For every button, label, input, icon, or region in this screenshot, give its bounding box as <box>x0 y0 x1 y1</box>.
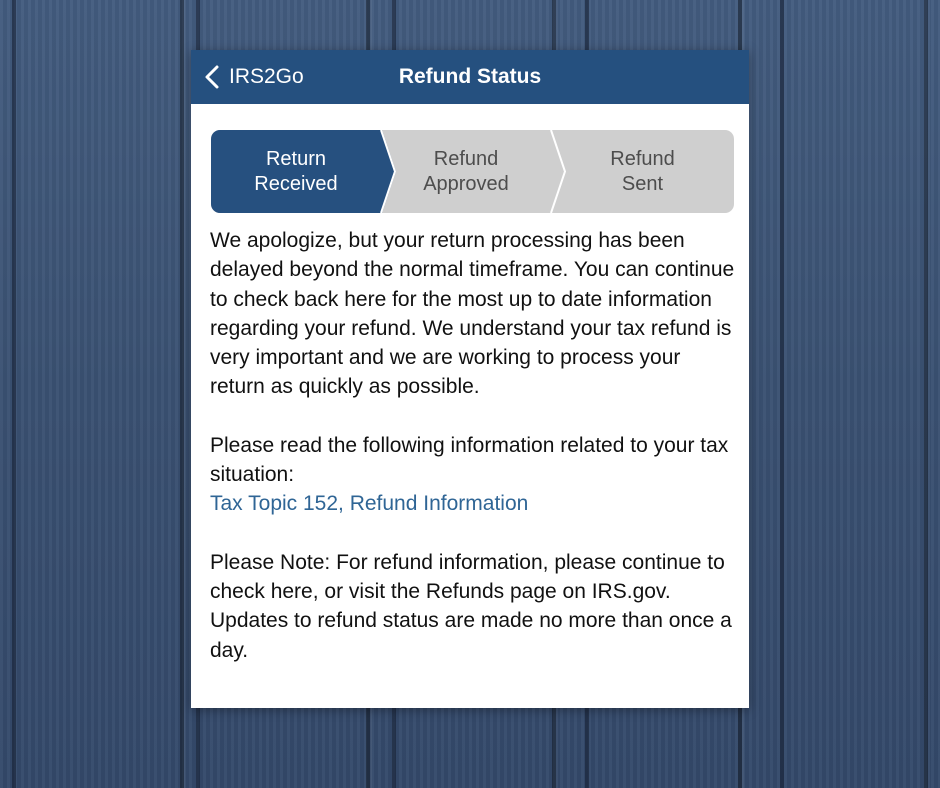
tax-topic-link[interactable]: Tax Topic 152, Refund Information <box>210 492 529 516</box>
refund-progress-tracker <box>211 130 734 213</box>
step-arrow-icon <box>380 130 400 213</box>
delay-message: We apologize, but your return processing has been delayed beyond the normal timeframe. You can continue to check back here for the most up to date information regarding your refund. We understand your tax refund is very important and we are working to process your return as quickly as possible. <box>210 229 735 399</box>
chevron-left-icon <box>203 64 221 90</box>
navigation-bar <box>191 50 749 104</box>
info-prompt: Please read the following information related to your tax situation: <box>210 433 729 487</box>
status-message <box>210 226 740 665</box>
step-refund-approved <box>381 130 551 213</box>
page-title: Refund Status <box>398 65 542 88</box>
step-refund-sent <box>551 130 734 213</box>
wood-plank-seam <box>780 0 784 788</box>
wood-plank-seam <box>12 0 16 788</box>
refund-note: Please Note: For refund information, please continue to check here, or visit the Refunds page on IRS.gov. Updates to refund status are made no more than once a day. <box>210 550 732 662</box>
step-return-received <box>211 130 381 213</box>
back-button[interactable] <box>203 50 304 104</box>
app-screen <box>191 50 749 708</box>
step-label: Refund Sent <box>610 147 675 195</box>
step-label: Refund Approved <box>423 147 509 195</box>
back-button-label[interactable]: IRS2Go <box>229 65 304 88</box>
step-arrow-icon <box>550 130 570 213</box>
step-label: Return Received <box>254 147 338 195</box>
